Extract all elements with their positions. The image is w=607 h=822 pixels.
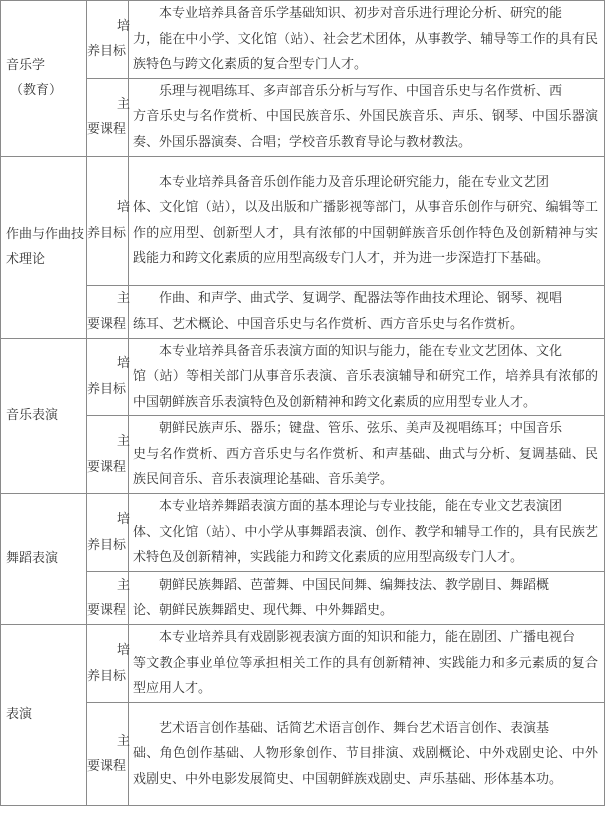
table-row bbox=[1, 1, 605, 79]
table-row bbox=[1, 572, 605, 625]
table-row bbox=[1, 625, 605, 703]
goal-label-cell bbox=[87, 494, 129, 572]
major-note: （教育） bbox=[10, 83, 63, 99]
major-cell bbox=[1, 494, 87, 625]
goal-label-b: 养目标 bbox=[87, 537, 127, 553]
major-cell bbox=[1, 625, 87, 806]
course-label-cell bbox=[87, 703, 129, 806]
goal-text: 本专业培养具备音乐学基础知识、初步对音乐进行理论分析、研究的能 力，能在中小学、文化馆（站）、社会艺术团体，从事教学、辅导等工作的具有民族特色与跨文化素质的复合型专门人才。 bbox=[129, 1, 605, 79]
goal-label-cell bbox=[87, 625, 129, 703]
course-label-cell bbox=[87, 285, 129, 338]
goal-text: 本专业培养具有戏剧影视表演方面的知识和能力，能在剧团、广播电视台 等文教企事业单位等承担相关工作的具有创新精神、实践能力和多元素质的复合型应用人才。 bbox=[129, 625, 605, 703]
goal-label-cell bbox=[87, 1, 129, 79]
course-label-b: 要课程 bbox=[87, 759, 127, 774]
course-label-b: 要课程 bbox=[87, 603, 127, 618]
major-cell bbox=[1, 156, 87, 338]
goal-label-b: 养目标 bbox=[87, 381, 127, 397]
goal-label-a: 培 bbox=[117, 356, 131, 372]
course-label-a: 主 bbox=[117, 577, 131, 593]
goal-label-b: 养目标 bbox=[87, 44, 127, 60]
goal-label-cell bbox=[87, 338, 129, 416]
course-text: 乐理与视唱练耳、多声部音乐分析与写作、中国音乐史与名作赏析、西 方音乐史与名作赏析、中国民族音乐、外国民族音乐、声乐、钢琴、中国乐器演奏、外国乐器演奏、合唱；学校音乐教育导论与教材教法。 bbox=[129, 78, 605, 156]
course-label-cell bbox=[87, 572, 129, 625]
course-label-b: 要课程 bbox=[87, 316, 127, 332]
major-name: 舞蹈表演 bbox=[6, 551, 59, 567]
course-text: 艺术语言创作基础、话简艺术语言创作、舞台艺术语言创作、表演基 础、角色创作基础、人物形象创作、节目排演、戏剧概论、中外戏剧史论、中外戏剧史、中外电影发展简史、中国朝鲜族戏剧史、声乐基础、形体基本功。 bbox=[129, 703, 605, 806]
goal-label-b: 养目标 bbox=[87, 668, 127, 684]
course-label-a: 主 bbox=[117, 291, 131, 306]
goal-text: 本专业培养舞蹈表演方面的基本理论与专业技能，能在专业文艺表演团 体、文化馆（站）、中小学从事舞蹈表演、创作、教学和辅导工作的，具有民族艺术特色及创新精神，实践能力和跨文化素质的应用型高级专门人才。 bbox=[129, 494, 605, 572]
course-text: 朝鲜民族舞蹈、芭蕾舞、中国民间舞、编舞技法、教学剧目、舞蹈概 论、朝鲜民族舞蹈史、现代舞、中外舞蹈史。 bbox=[129, 572, 605, 625]
course-label-a: 主 bbox=[117, 733, 131, 749]
table-row bbox=[1, 703, 605, 806]
goal-label-cell bbox=[87, 156, 129, 285]
major-cell bbox=[1, 338, 87, 494]
table-row bbox=[1, 285, 605, 338]
goal-label-a: 培 bbox=[117, 512, 131, 527]
course-text: 朝鲜民族声乐、器乐；键盘、管乐、弦乐、美声及视唱练耳；中国音乐 史与名作赏析、西方音乐史与名作赏析、和声基础、曲式与分析、复调基础、民族民间音乐、音乐表演理论基础、音乐美学。 bbox=[129, 416, 605, 494]
major-name: 作曲与作曲技术理论 bbox=[6, 226, 85, 267]
course-label-cell bbox=[87, 416, 129, 494]
table-row bbox=[1, 338, 605, 416]
goal-label-a: 培 bbox=[117, 643, 131, 658]
course-text: 作曲、和声学、曲式学、复调学、配器法等作曲技术理论、钢琴、视唱 练耳、艺术概论、中国音乐史与名作赏析、西方音乐史与名作赏析。 bbox=[129, 285, 605, 338]
goal-label-a: 培 bbox=[117, 200, 131, 215]
table-row bbox=[1, 494, 605, 572]
course-label-b: 要课程 bbox=[87, 122, 127, 137]
course-label-b: 要课程 bbox=[87, 459, 127, 475]
major-name: 音乐表演 bbox=[6, 408, 59, 423]
goal-label-a: 培 bbox=[117, 18, 131, 34]
course-label-a: 主 bbox=[117, 434, 131, 449]
course-label-a: 主 bbox=[117, 96, 131, 112]
major-cell bbox=[1, 1, 87, 157]
table-row bbox=[1, 416, 605, 494]
goal-text: 本专业培养具备音乐创作能力及音乐理论研究能力，能在专业文艺团 体、文化馆（站），以及出版和广播影视等部门，从事音乐创作与研究、编辑等工作的应用型、创新型人才，具有浓郁的中国朝鲜族音乐创作特色及创新精神与实践能力和跨文化素质的应用型高级专门人才，并为进一步深造打下基础。 bbox=[129, 156, 605, 285]
major-name: 音乐学 bbox=[6, 57, 46, 73]
goal-label-b: 养目标 bbox=[87, 225, 127, 241]
course-label-cell bbox=[87, 78, 129, 156]
table-row bbox=[1, 78, 605, 156]
major-name: 表演 bbox=[6, 707, 33, 723]
table-row bbox=[1, 156, 605, 285]
goal-text: 本专业培养具备音乐表演方面的知识与能力，能在专业文艺团体、文化 馆（站）等相关部门从事音乐表演、音乐表演辅导和研究工作，培养具有浓郁的中国朝鲜族音乐表演特色及创新精神和跨文化素质的应用型专业人才。 bbox=[129, 338, 605, 416]
